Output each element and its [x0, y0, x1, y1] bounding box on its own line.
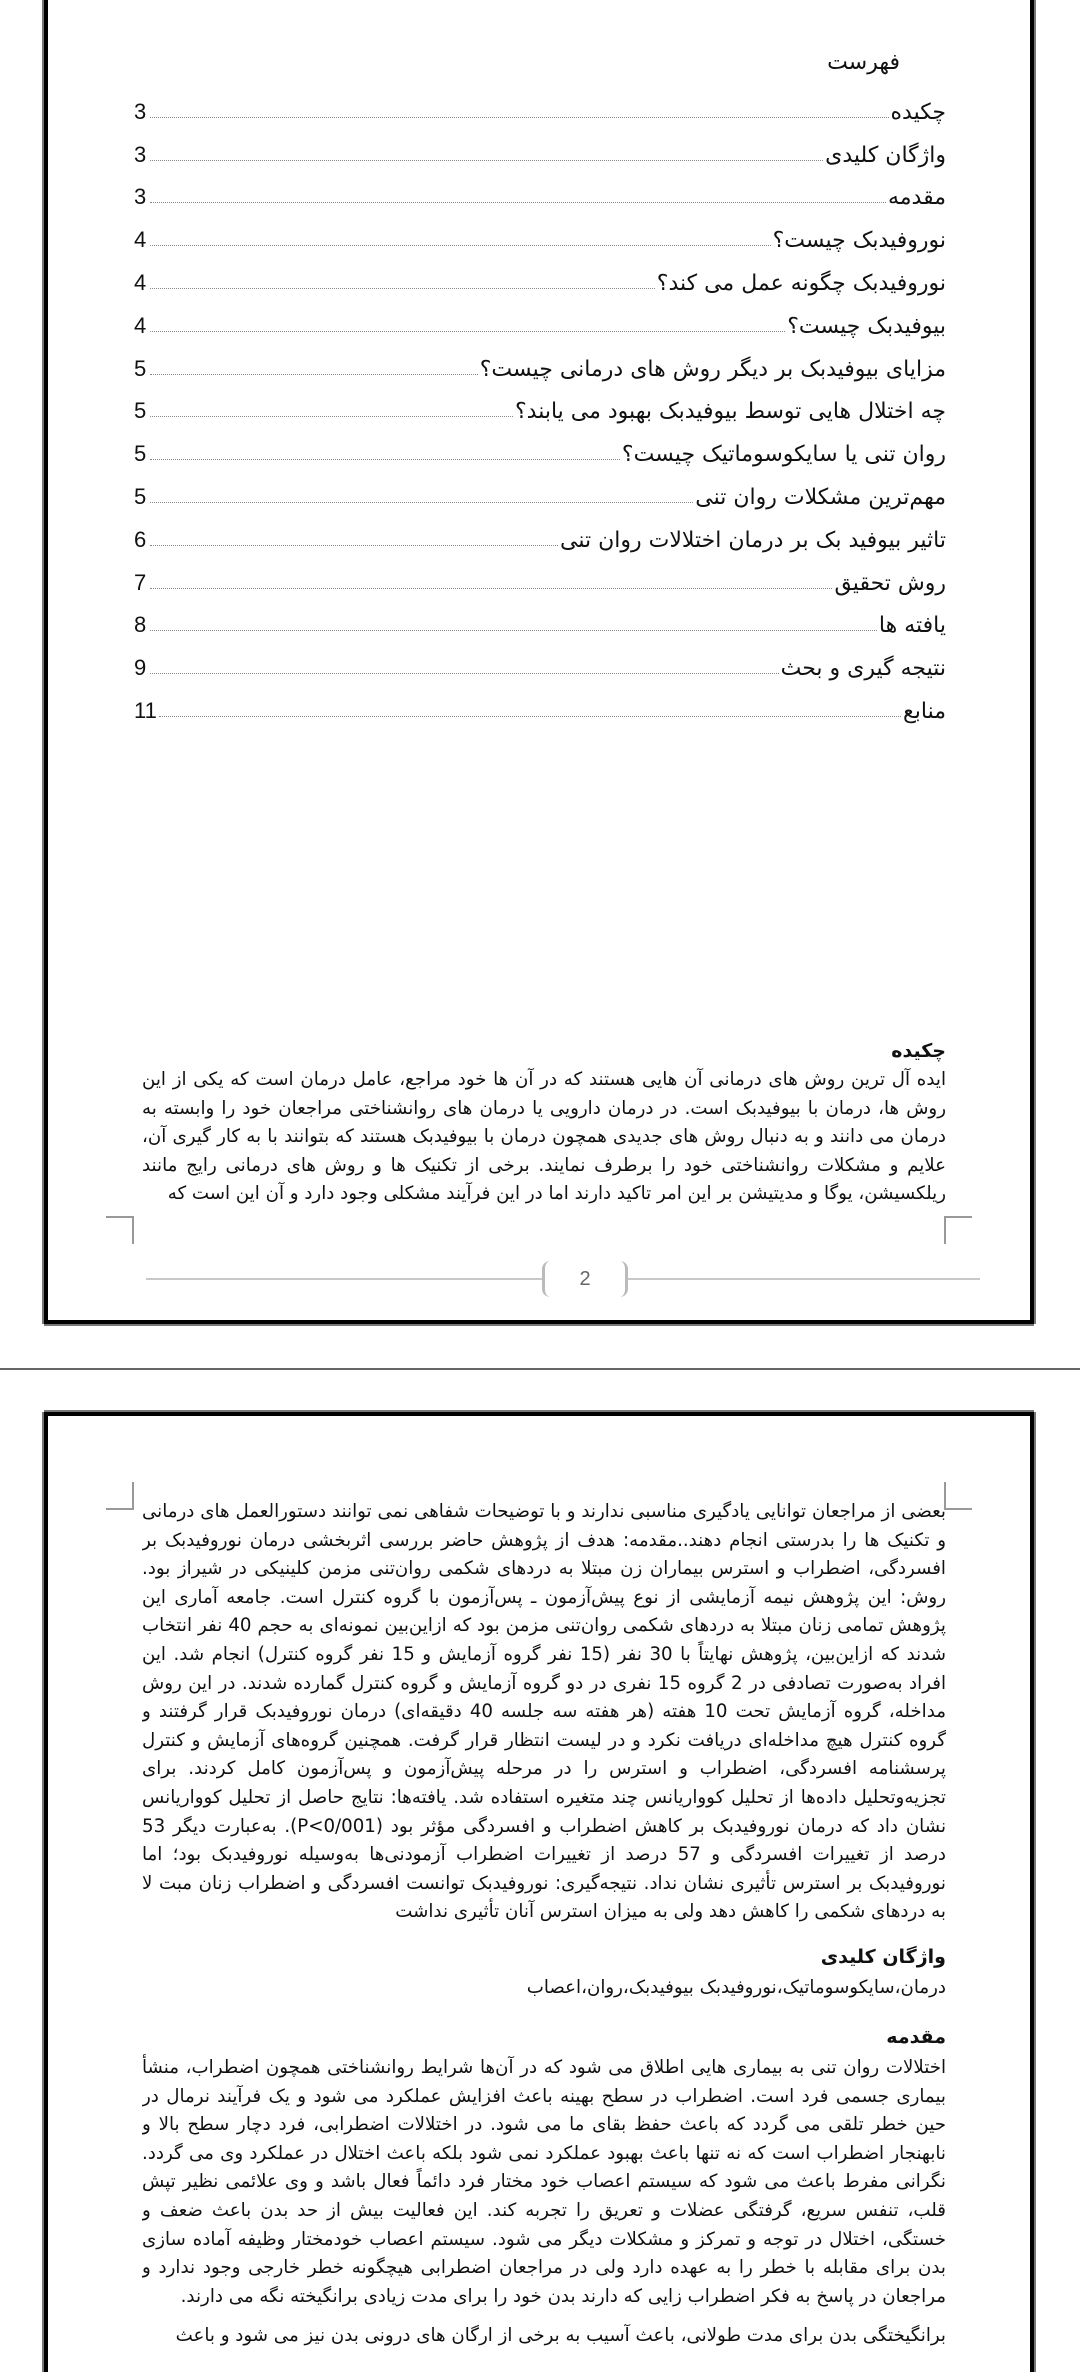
toc-entry[interactable] — [134, 596, 946, 639]
toc-entry[interactable] — [134, 467, 946, 510]
toc-entry[interactable] — [134, 168, 946, 211]
toc-dot-leader — [150, 545, 558, 546]
toc-entry-page-number: 4 — [134, 227, 147, 253]
toc-dot-leader — [150, 245, 771, 246]
toc-dot-leader — [150, 459, 620, 460]
margin-corner-mark — [106, 1216, 134, 1244]
footer-rule-left — [146, 1278, 542, 1280]
toc-entry[interactable] — [134, 253, 946, 296]
toc-entry[interactable] — [134, 553, 946, 596]
margin-corner-mark — [106, 1482, 134, 1510]
toc-entry-page-number: 4 — [134, 312, 147, 338]
toc-entry[interactable] — [134, 210, 946, 253]
toc-dot-leader — [150, 288, 655, 289]
abstract-text-page2: بعضی از مراجعان توانایی یادگیری مناسبی ندارند و با توضیحات شفاهی نمی توانند دستورالعمل های درمانی و تکنیک ها را بدرستی انجام دهند..مقدمه: هدف از پ‍ژوهش حاضر بررسی اثربخشی درمان نوروفیدبک بر افسردگی، اضطراب و استرس بیماران زن مبتلا به دردهای شکمی روان‌تنی مزمن کلینیکی در شیراز بود. روش: این پ‍ژوهش نیمه آزمایشی از نوع پیش‌آزمون ـ پس‌آزمون با گروه کنترل است. جامعه آماری این پ‍ژوهش تمامی زنان مبتلا به دردهای شکمی روان‌تنی مزمن بود که ازاین‌بین نمونه‌ای به حجم 40 نفر انتخاب شدند که ازاین‌بین، پ‍ژوهش نهایتاً با 30 نفر (15 نفر گروه آزمایش و 15 نفر گروه کنترل) انجام شد. این افراد به‌صورت تصادفی در 2 گروه 15 نفری در دو گروه آزمایش و گروه کنترل گمارده شدند. در این روش مداخله، گروه آزمایش تحت 10 هفته (هر هفته سه جلسه 40 دقیقه‌ای) درمان نوروفیدبک قرار گرفتند و گروه کنترل هیچ مداخله‌ای دریافت نکرد و در لیست انتظار قرار گرفت. همچنین گروه‌های آزمایش و کنترل پرسشنامه افسردگی، اضطراب و استرس را در مرحله پیش‌آزمون و پس‌آزمون کامل کردند. برای تجزیه‌وتحلیل داده‌ها از تحلیل کوواریانس چند متغیره استفاده شد. یافته‌ها: نتایج حاصل از تحلیل کوواریانس نشان داد که درمان نوروفیدبک بر کاهش اضطراب و افسردگی مؤثر بود (P<0/001). به‌عبارت دیگر 53 درصد از تغییرات افسردگی و 57 درصد از تغییرات اضطراب آزمودنی‌ها به‌وسیله نوروفیدبک بود؛ اما نوروفیدبک بر استرس تأثیری نشان نداد. نتیجه‌گیری: نوروفیدبک توانست افسردگی و اضطراب زنان مبت لا به دردهای شکمی را کاهش دهد ولی به میزان استرس آنان تأثیری نداشت — [142, 1501, 946, 1923]
toc-entry-label: چه اختلال هایی توسط بیوفیدبک بهبود می یابند؟ — [514, 399, 946, 425]
introduction-heading: مقدمه — [886, 2026, 946, 2048]
abstract-heading: چکیده — [891, 1040, 946, 1062]
toc-entry[interactable] — [134, 638, 946, 681]
toc-entry-label: نوروفیدبک چیست؟ — [772, 228, 946, 254]
toc-entry-page-number: 3 — [134, 184, 147, 210]
toc-entry-label: بیوفیدبک چیست؟ — [787, 313, 946, 339]
toc-dot-leader — [150, 673, 779, 674]
toc-entry-label: تاثیر بیوفید بک بر درمان اختلالات روان تنی — [560, 527, 946, 553]
toc-dot-leader — [150, 416, 513, 417]
toc-entry[interactable] — [134, 681, 946, 724]
toc-entry[interactable] — [134, 382, 946, 425]
toc-entry-page-number: 4 — [134, 269, 147, 295]
margin-corner-mark — [944, 1482, 972, 1510]
toc-entry-label: یافته ها — [878, 613, 946, 639]
toc-entry-page-number: 5 — [134, 355, 147, 381]
introduction-paragraph-1: اختلالات روان تنی به بیماری هایی اطلاق می شود که در آن‌ها شرایط روانشناختی همچون اضطراب، منشأ بیماری جسمی فرد است. اضطراب در سطح بهینه باعث افزایش عملکرد می شود و یک فرآیند نرمال در حین خطر تلقی می گردد که باعث حفظ بقای ما می شود. در اختلالات اضطرابی، فرد دچار سطح بالا و نابهنجار اضطراب است که نه تنها باعث بهبود عملکرد نمی شود بلکه باعث اختلال در عملکرد وی می گردد. نگرانی مفرط باعث می شود که سیستم اعصاب خود مختار فرد دائماً فعال باشد و وی علائمی نظیر تپش قلب، تنفس سریع، گرفتگی عضلات و تعریق را تجربه کند. این فعالیت بیش از حد بدن باعث ضعف و خستگی، اختلال در توجه و تمرکز و مشکلات دیگر می شود. سیستم اعصاب خودمختار وظیفه آماده سازی بدن برای مقابله با خطر را به عهده دارد ولی در مراجعان اضطرابی هیچگونه خطر خارجی وجود ندارد و مراجعان در پاسخ به فکر اضطراب زایی که دارند بدن خود را برای مدت زیادی برانگیخته نگه می دارند. — [142, 2057, 946, 2307]
toc-entry-page-number: 7 — [134, 569, 147, 595]
footer-rule-right — [622, 1278, 980, 1280]
toc-entry-label: مهم‌ترین مشکلات روان تنی — [695, 484, 946, 510]
toc-entry-page-number: 11 — [134, 697, 157, 723]
toc-entry[interactable] — [134, 424, 946, 467]
toc-entry-page-number: 9 — [134, 655, 147, 681]
toc-entry-label: منابع — [903, 698, 946, 724]
toc-entry-label: مزایای بیوفیدبک بر دیگر روش های درمانی چیست؟ — [479, 356, 946, 382]
toc-entry-label: روان تنی یا سایکوسوماتیک چیست؟ — [621, 442, 946, 468]
toc-entry-page-number: 3 — [134, 141, 147, 167]
toc-entry[interactable] — [134, 296, 946, 339]
toc-dot-leader — [150, 630, 877, 631]
toc-dot-leader — [150, 117, 889, 118]
toc-entry[interactable] — [134, 339, 946, 382]
toc-entry-label: مقدمه — [887, 185, 946, 211]
toc-dot-leader — [150, 202, 886, 203]
toc-entry-page-number: 3 — [134, 98, 147, 124]
toc-entry-page-number: 6 — [134, 526, 147, 552]
toc-entry-page-number: 5 — [134, 483, 147, 509]
document-page-1 — [44, 0, 1034, 1324]
toc-dot-leader — [150, 588, 832, 589]
toc-entry-page-number: 5 — [134, 441, 147, 467]
toc-dot-leader — [150, 374, 478, 375]
toc-entry[interactable] — [134, 82, 946, 125]
toc-dot-leader — [159, 716, 901, 717]
toc-entry-page-number: 5 — [134, 398, 147, 424]
toc-title: فهرست — [827, 50, 900, 75]
toc-entry-label: چکیده — [890, 99, 946, 125]
toc-dot-leader — [150, 331, 785, 332]
toc-entry-label: واژگان کلیدی — [825, 142, 946, 168]
toc-entry-label: نتیجه گیری و بحث — [780, 656, 946, 682]
margin-corner-mark — [944, 1216, 972, 1244]
keywords-text: درمان،سایکوسوماتیک،نوروفیدبک بیوفیدبک،روان،اعصاب — [526, 1977, 946, 1998]
toc-entry[interactable] — [134, 510, 946, 553]
toc-entry-label: روش تحقیق — [834, 570, 946, 596]
toc-entry-page-number: 8 — [134, 612, 147, 638]
toc-entry[interactable] — [134, 125, 946, 168]
toc-entry-label: نوروفیدبک چگونه عمل می کند؟ — [656, 270, 946, 296]
keywords-heading: واژگان کلیدی — [820, 1946, 946, 1968]
page-separator — [0, 1368, 1080, 1370]
toc-dot-leader — [150, 160, 823, 161]
table-of-contents — [134, 82, 946, 724]
document-page-2 — [44, 1412, 1034, 2372]
toc-dot-leader — [150, 502, 693, 503]
abstract-text-page1: ایده آل ترین روش های درمانی آن هایی هستند که در آن ها خود مراجع، عامل درمان است که یکی از این روش ها، درمان با بیوفیدبک است. در درمان دارویی یا درمان های روانشناختی مراجعان خود را وابسته به درمان می دانند و به دنبال روش های جدیدی همچون درمان با بیوفیدبک هستند که بتوانند با به کار گیری آن، علایم و مشکلات روانشناختی خود را برطرف نمایند. برخی از تکنیک ها و روش های درمانی رایج مانند ریلکسیشن، یوگا و مدیتیشن بر این امر تاکید دارند اما در این فرآیند مشکلی وجود دارد و آن این است که — [142, 1069, 946, 1205]
page-number: 2 — [542, 1261, 628, 1297]
introduction-paragraph-2: برانگیختگی بدن برای مدت طولانی، باعث آسیب به برخی از ارگان های درونی بدن نیز می شود و باعث — [175, 2325, 946, 2346]
